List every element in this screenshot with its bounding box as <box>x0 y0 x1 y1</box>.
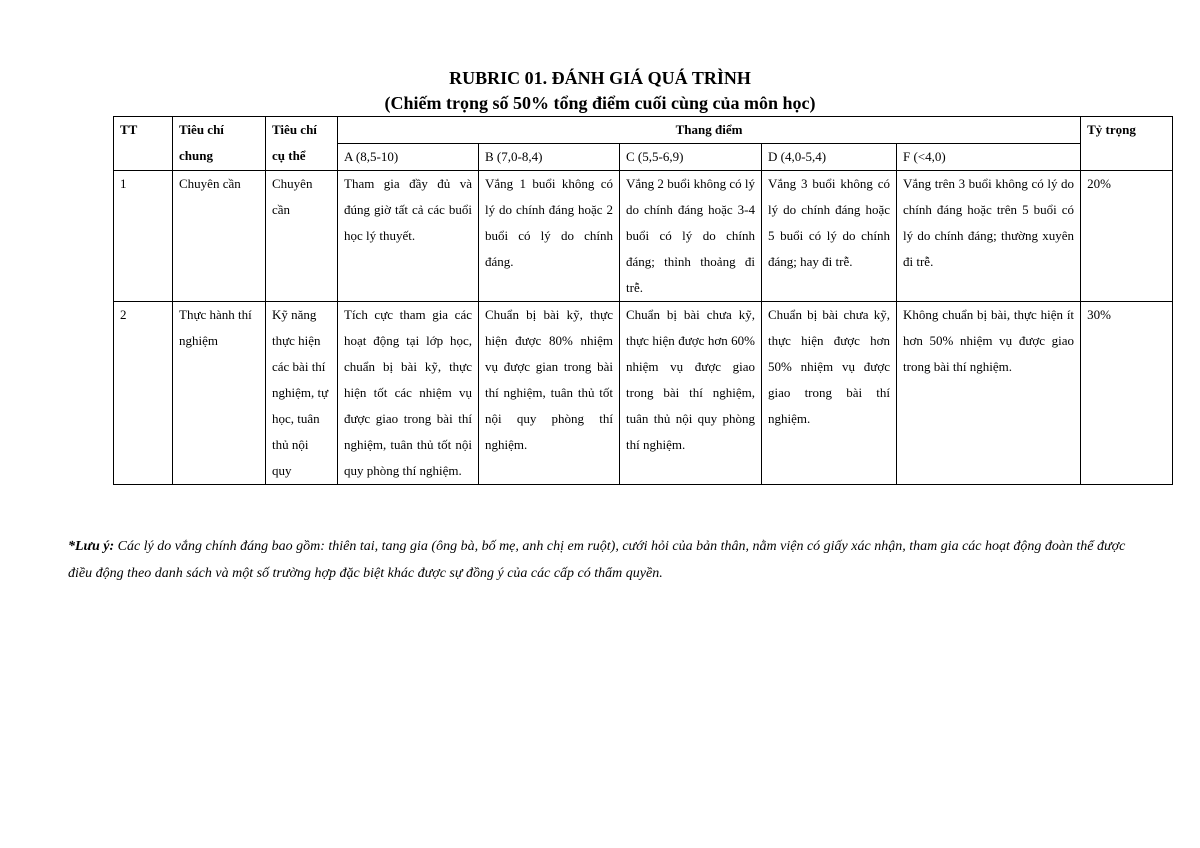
rubric-table <box>113 116 1173 485</box>
footnote-label: *Lưu ý: <box>68 539 115 554</box>
grade-d-cell: Chuẩn bị bài chưa kỹ, thực hiện được hơn 50% nhiệm vụ được giao trong bài thí nghiệm. <box>762 302 897 485</box>
grade-b-cell: Vắng 1 buổi không có lý do chính đáng hoặc 2 buổi có lý do chính đáng. <box>479 171 620 302</box>
weight-cell: 30% <box>1081 302 1173 485</box>
header-weight: Tỷ trọng <box>1081 117 1173 171</box>
grade-header-a: A (8,5-10) <box>338 144 479 171</box>
grade-c-cell: Chuẩn bị bài chưa kỹ, thực hiện được hơn 60% nhiệm vụ được giao trong bài thí nghiệm, tuân thủ nội quy phòng thí nghiệm. <box>620 302 762 485</box>
row-number: 2 <box>114 302 173 485</box>
specific-criteria-cell: Kỹ năng thực hiện các bài thí nghiệm, tự học, tuân thủ nội quy <box>266 302 338 485</box>
document-subtitle: (Chiếm trọng số 50% tổng điểm cuối cùng của môn học) <box>384 93 816 113</box>
grade-b-cell: Chuẩn bị bài kỹ, thực hiện được 80% nhiệm vụ được gian trong bài thí nghiệm, tuân thủ tốt nội quy phòng thí nghiệm. <box>479 302 620 485</box>
grade-c-cell: Vắng 2 buổi không có lý do chính đáng hoặc 3-4 buổi có lý do chính đáng; thỉnh thoảng đi trễ. <box>620 171 762 302</box>
header-specific-criteria: Tiêu chí cụ thể <box>266 117 338 171</box>
grade-d-cell: Vắng 3 buổi không có lý do chính đáng hoặc 5 buổi có lý do chính đáng; hay đi trễ. <box>762 171 897 302</box>
grade-header-b: B (7,0-8,4) <box>479 144 620 171</box>
row-number: 1 <box>114 171 173 302</box>
grade-header-f: F (<4,0) <box>897 144 1081 171</box>
table-row <box>114 171 1173 302</box>
grade-header-c: C (5,5-6,9) <box>620 144 762 171</box>
header-row <box>114 117 1173 144</box>
grade-a-cell: Tích cực tham gia các hoạt động tại lớp học, chuẩn bị bài kỹ, thực hiện tốt các nhiệm vụ được giao trong bài thí nghiệm, tuân thủ tốt nội quy phòng thí nghiệm. <box>338 302 479 485</box>
header-tt: TT <box>114 117 173 171</box>
grade-header-d: D (4,0-5,4) <box>762 144 897 171</box>
header-general-criteria: Tiêu chí chung <box>173 117 266 171</box>
grade-f-cell: Không chuẩn bị bài, thực hiện ít hơn 50% nhiệm vụ được giao trong bài thí nghiệm. <box>897 302 1081 485</box>
general-criteria-cell: Thực hành thí nghiệm <box>173 302 266 485</box>
footnote-text: Các lý do vắng chính đáng bao gồm: thiên tai, tang gia (ông bà, bố mẹ, anh chị em ruột), cưới hỏi của bản thân, nằm viện có giấy xác nhận, tham gia các hoạt động đoàn thể được điều động theo danh sách và một số trường hợp đặc biệt khác được sự đồng ý của các cấp có thẩm quyền. <box>68 539 1126 581</box>
grade-a-cell: Tham gia đầy đủ và đúng giờ tất cả các buổi học lý thuyết. <box>338 171 479 302</box>
document-title: RUBRIC 01. ĐÁNH GIÁ QUÁ TRÌNH <box>449 68 751 88</box>
table-row <box>114 302 1173 485</box>
grade-f-cell: Vắng trên 3 buổi không có lý do chính đáng hoặc trên 5 buổi có lý do chính đáng; thường xuyên đi trễ. <box>897 171 1081 302</box>
specific-criteria-cell: Chuyên cần <box>266 171 338 302</box>
weight-cell: 20% <box>1081 171 1173 302</box>
general-criteria-cell: Chuyên cần <box>173 171 266 302</box>
footnote <box>68 533 1128 587</box>
header-scale: Thang điểm <box>338 117 1081 144</box>
